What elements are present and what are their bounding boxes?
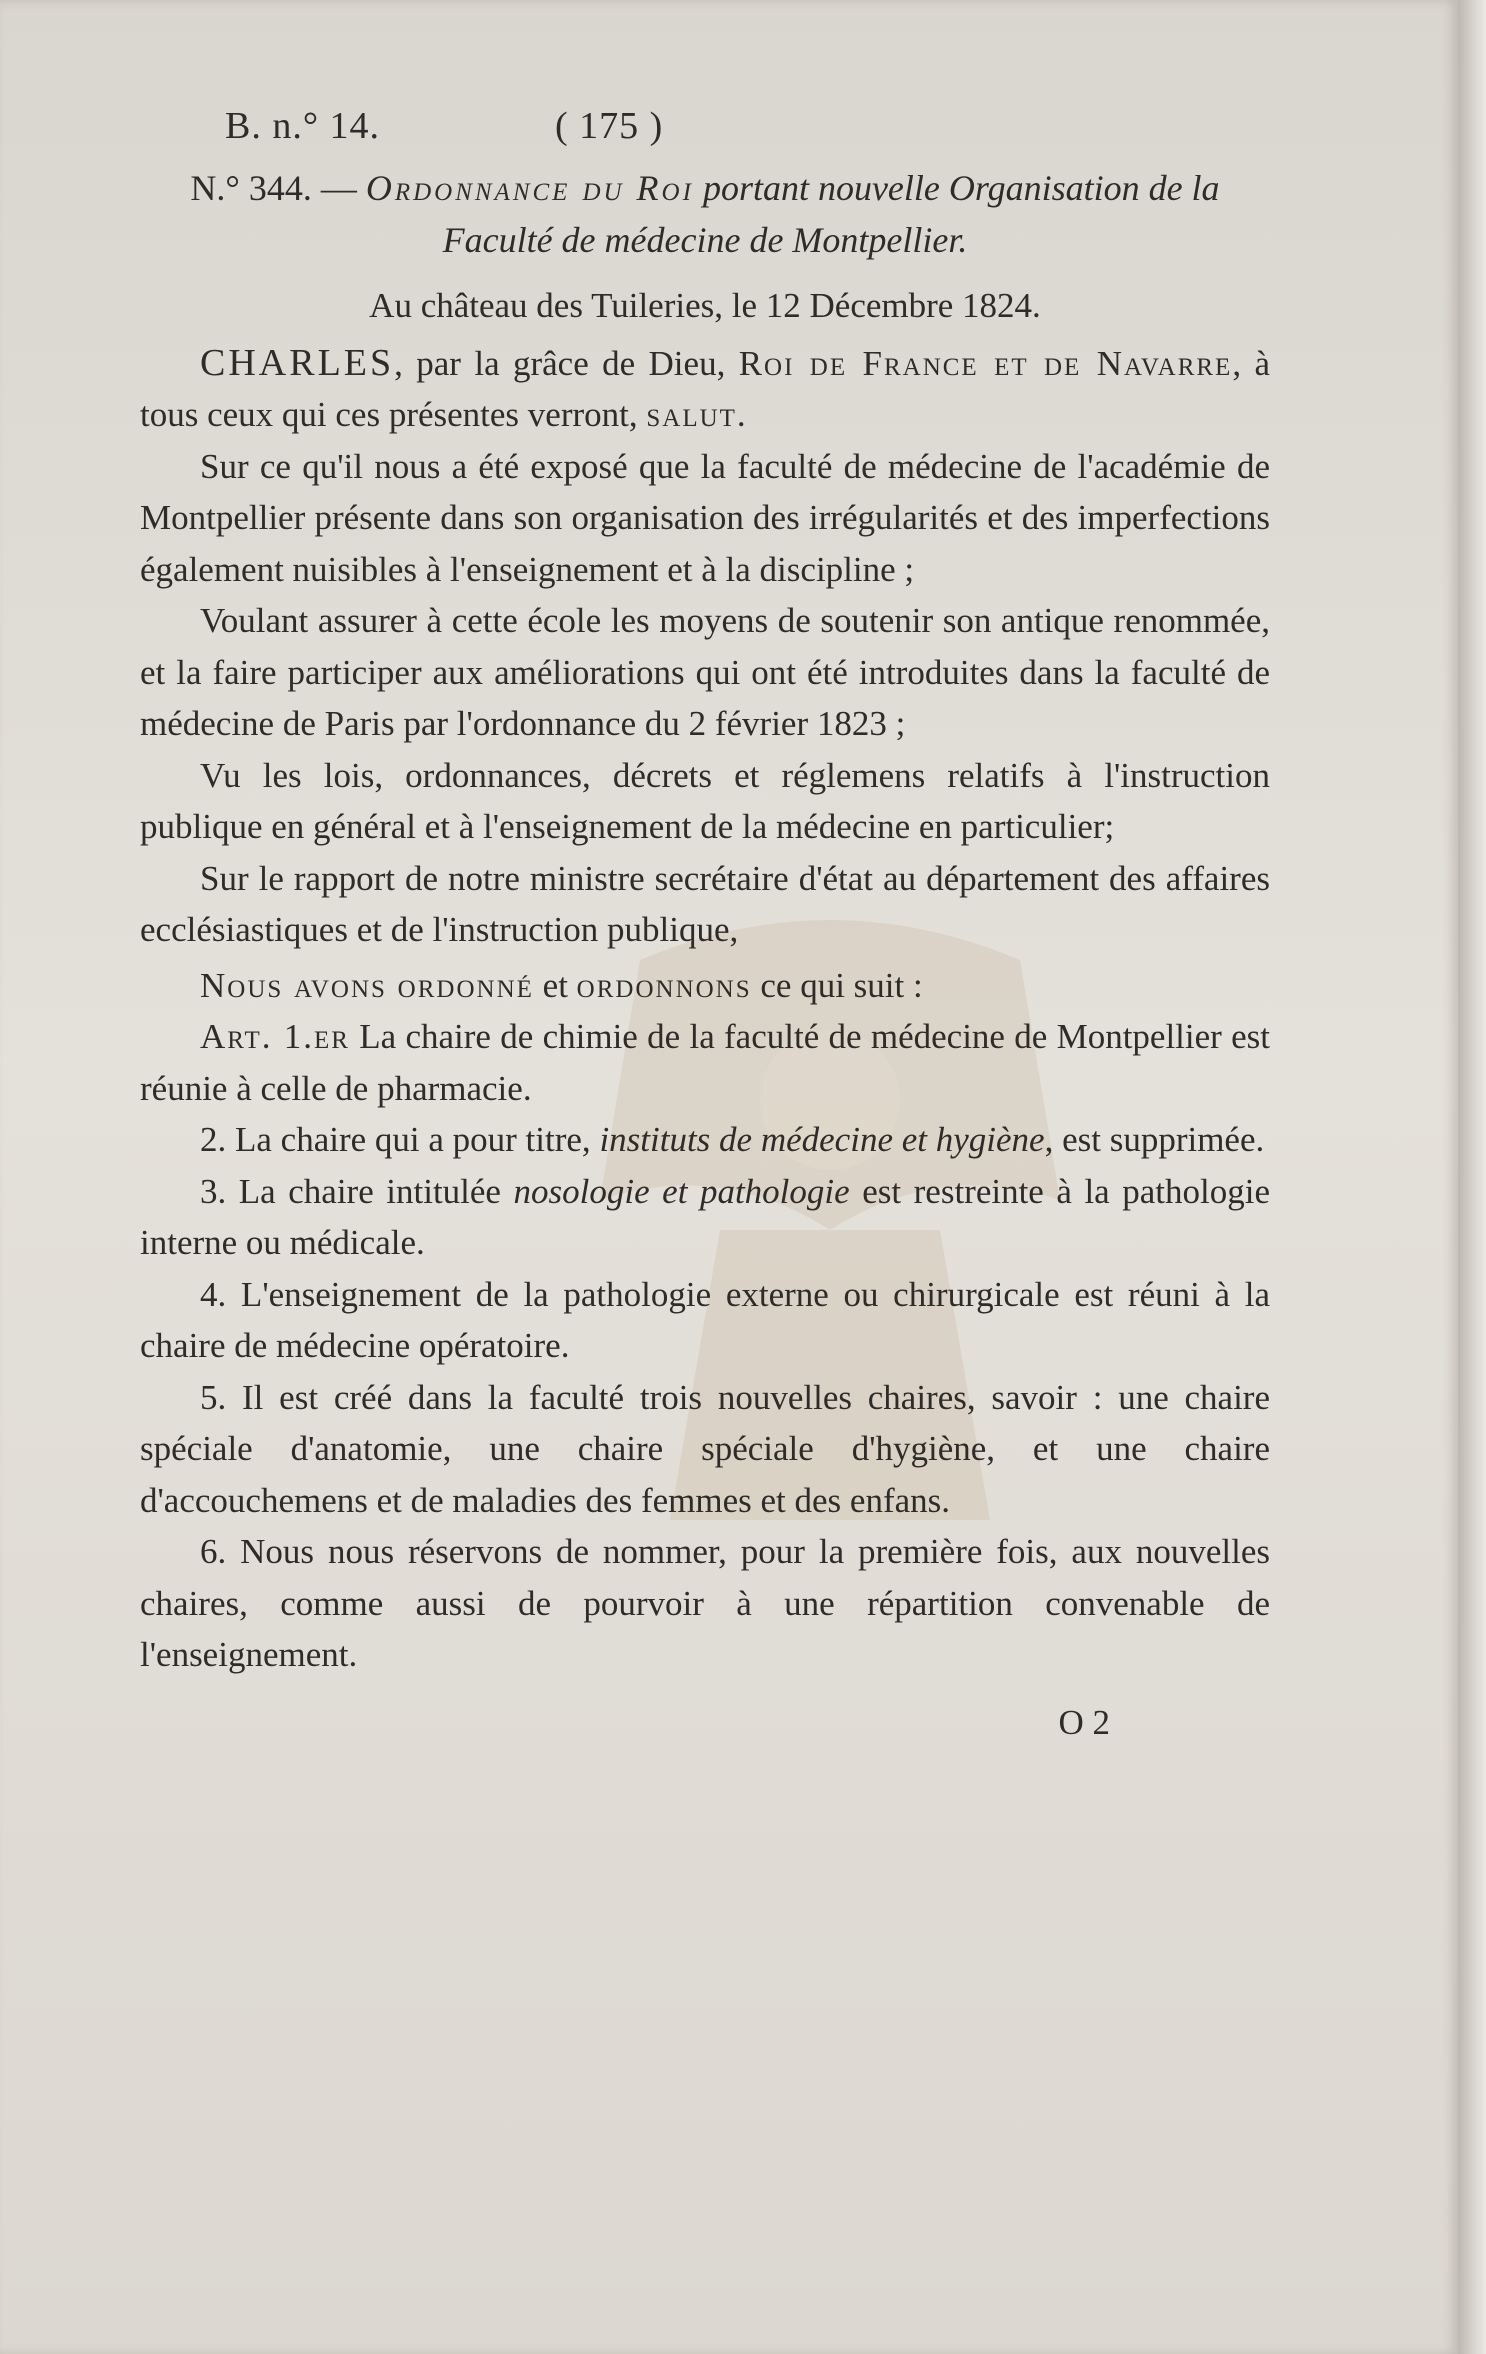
- ordinance-number: N.° 344. —: [190, 168, 366, 208]
- article-5: 5. Il est créé dans la faculté trois nouvelles chaires, savoir : une chaire spéciale d'anatomie, une chaire spéciale d'hygiène, et une chaire d'accouchemens et de maladies des femmes et des enfans.: [140, 1377, 1270, 1520]
- article-3-italic: nosologie et pathologie: [513, 1171, 850, 1211]
- article-2-text-1: La chaire qui a pour titre,: [235, 1120, 600, 1159]
- article-4: 4. L'enseignement de la pathologie externe ou chirurgicale est réuni à la chaire de médecine opératoire.: [140, 1274, 1270, 1365]
- article-2-italic: instituts de médecine et hygiène: [599, 1120, 1045, 1159]
- ordinance-subject: portant nouvelle Organisation de la Faculté de médecine de Montpellier.: [442, 168, 1220, 260]
- salut: salut.: [646, 395, 748, 434]
- king-title: Roi de France et de Navarre: [738, 343, 1233, 383]
- bulletin-number: B. n.° 14.: [225, 105, 381, 148]
- article-3-number: 3.: [200, 1171, 239, 1211]
- considerant-3: Vu les lois, ordonnances, décrets et réglemens relatifs à l'instruction publique en général et à l'enseignement de la médecine en particulier;: [140, 755, 1270, 846]
- article-1-label: Art. 1.er: [200, 1017, 350, 1056]
- considerant-1: Sur ce qu'il nous a été exposé que la faculté de médecine de l'académie de Montpellier présente dans son organisation des irrégularités et des imperfections également nuisibles à l'enseignement et à la discipline ;: [140, 446, 1270, 589]
- article-2: [140, 1114, 1270, 1166]
- ordinance-title: [140, 162, 1270, 266]
- article-2-text-2: , est supprimée.: [1044, 1120, 1265, 1159]
- article-3: [140, 1166, 1270, 1269]
- preamble: [140, 338, 1270, 441]
- page-number: ( 175 ): [555, 105, 664, 148]
- page-header: [140, 92, 1270, 162]
- ordinance-heading: Ordonnance du Roi: [365, 168, 694, 208]
- article-6: 6. Nous nous réservons de nommer, pour la première fois, aux nouvelles chaires, comme aussi de pourvoir à une répartition convenable de l'enseignement.: [140, 1532, 1270, 1674]
- document-text: [140, 92, 1270, 1748]
- considerant-2: Voulant assurer à cette école les moyens de soutenir son antique renommée, et la faire participer aux améliorations qui ont été introduites dans la faculté de médecine de Paris par l'ordonnance du 2 février 1823 ;: [140, 601, 1270, 743]
- enacting-part-2: et: [533, 965, 577, 1005]
- article-1-text: La chaire de chimie de la faculté de médecine de Montpellier est réunie à celle de pharmacie.: [140, 1017, 1270, 1108]
- enacting-part-4: ce qui suit :: [751, 965, 923, 1005]
- preamble-text-2: , à tous ceux qui ces présentes verront,: [140, 343, 1270, 434]
- article-3-text-2: est restreinte à la pathologie interne ou médicale.: [140, 1171, 1270, 1262]
- article-1: [140, 1011, 1270, 1114]
- ordinance-date: Au château des Tuileries, le 12 Décembre 1824.: [369, 286, 1041, 325]
- article-3-text-1: La chaire intitulée: [238, 1171, 514, 1211]
- page-edge: [1458, 0, 1486, 2354]
- enacting-clause: [140, 960, 1270, 1012]
- considerant-4: Sur le rapport de notre ministre secrétaire d'état au département des affaires ecclésiastiques et de l'instruction publique,: [140, 858, 1270, 949]
- signature-mark: O 2: [1058, 1702, 1110, 1742]
- enacting-part-1: Nous avons ordonné: [200, 965, 534, 1005]
- king-name: CHARLES: [200, 341, 395, 384]
- article-2-number: 2.: [200, 1120, 235, 1159]
- preamble-text-1: , par la grâce de Dieu,: [394, 343, 739, 383]
- enacting-part-3: ordonnons: [576, 965, 752, 1005]
